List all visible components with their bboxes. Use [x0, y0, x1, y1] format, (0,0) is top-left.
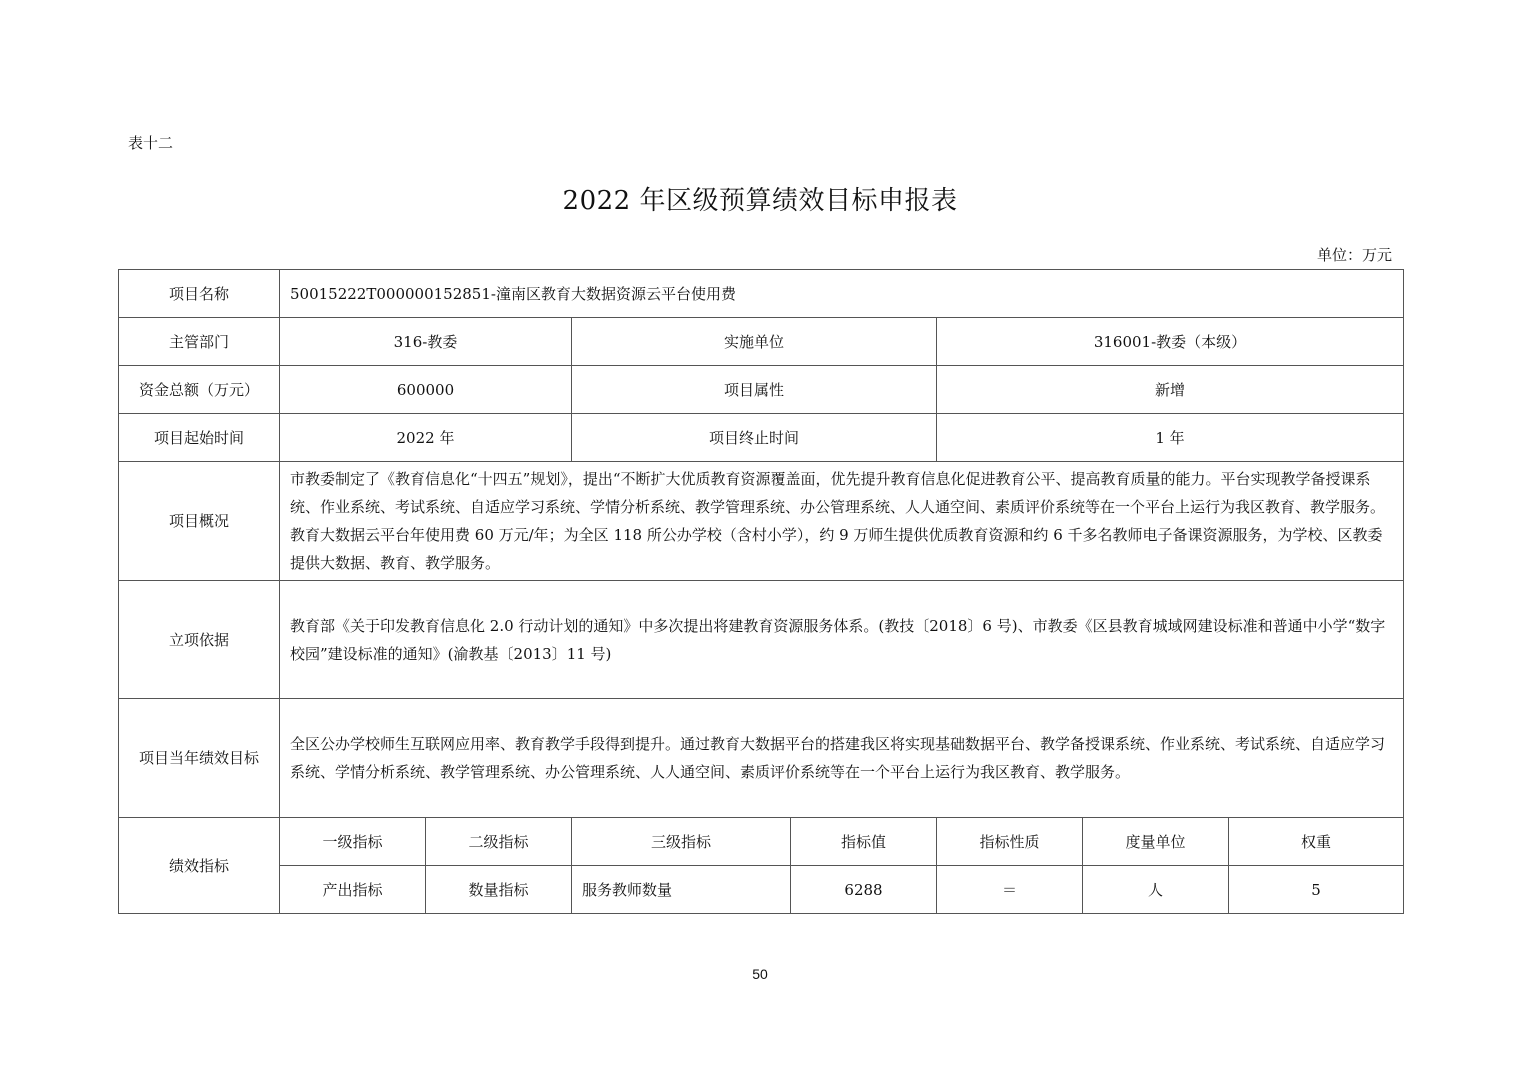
project-attribute-value: 新增 — [937, 366, 1404, 414]
overview-label: 项目概况 — [119, 462, 280, 581]
total-funds-value: 600000 — [280, 366, 572, 414]
overview-value: 市教委制定了《教育信息化“十四五”规划》，提出“不断扩大优质教育资源覆盖面，优先提升教育信息化促进教育公平、提高教育质量的能力。平台实现教学备授课系统、作业系统、考试系统、自适应学习系统、学情分析系统、教学管理系统、办公管理系统、人人通空间、素质评价系统等在一个平台上运行为我区教育、教学服务。教育大数据云平台年使用费 60 万元/年；为全区 118 所公办学校（含村小学），约 9 万师生提供优质教育资源和约 6 千多名教师电子备课资源服务，为学校、区教委提供大数据、教育、教学服务。 — [280, 462, 1404, 581]
header-value: 指标值 — [791, 818, 937, 866]
indicator-level3: 服务教师数量 — [572, 866, 791, 914]
implementing-unit-label: 实施单位 — [572, 318, 937, 366]
indicator-level1: 产出指标 — [280, 866, 426, 914]
budget-performance-form — [118, 269, 1404, 914]
row-period — [119, 414, 1404, 462]
department-value: 316-教委 — [280, 318, 572, 366]
header-unit: 度量单位 — [1083, 818, 1229, 866]
row-overview — [119, 462, 1404, 581]
project-attribute-label: 项目属性 — [572, 366, 937, 414]
indicator-value: 6288 — [791, 866, 937, 914]
page-number: 50 — [752, 966, 768, 982]
basis-value: 教育部《关于印发教育信息化 2.0 行动计划的通知》中多次提出将建教育资源服务体系。(教技〔2018〕6 号)、市教委《区县教育城域网建设标准和普通中小学“数字校园”建设标准的通知》(渝教基〔2013〕11 号) — [280, 581, 1404, 699]
indicator-level2: 数量指标 — [426, 866, 572, 914]
start-time-label: 项目起始时间 — [119, 414, 280, 462]
table-number: 表十二 — [128, 134, 174, 152]
end-time-label: 项目终止时间 — [572, 414, 937, 462]
row-funding — [119, 366, 1404, 414]
implementing-unit-value: 316001-教委（本级） — [937, 318, 1404, 366]
header-level3: 三级指标 — [572, 818, 791, 866]
header-level2: 二级指标 — [426, 818, 572, 866]
start-time-value: 2022 年 — [280, 414, 572, 462]
end-time-value: 1 年 — [937, 414, 1404, 462]
row-basis — [119, 581, 1404, 699]
annual-goal-label: 项目当年绩效目标 — [119, 699, 280, 818]
department-label: 主管部门 — [119, 318, 280, 366]
indicator-unit: 人 — [1083, 866, 1229, 914]
unit-label: 单位：万元 — [1316, 246, 1392, 264]
annual-goal-value: 全区公办学校师生互联网应用率、教育教学手段得到提升。通过教育大数据平台的搭建我区将实现基础数据平台、教学备授课系统、作业系统、考试系统、自适应学习系统、学情分析系统、教学管理系统、办公管理系统、人人通空间、素质评价系统等在一个平台上运行为我区教育、教学服务。 — [280, 699, 1404, 818]
indicators-label: 绩效指标 — [119, 818, 280, 914]
indicator-header-row — [119, 818, 1404, 866]
document-title: 2022 年区级预算绩效目标申报表 — [562, 186, 958, 216]
header-level1: 一级指标 — [280, 818, 426, 866]
project-name-label: 项目名称 — [119, 270, 280, 318]
row-annual-goal — [119, 699, 1404, 818]
row-department — [119, 318, 1404, 366]
header-nature: 指标性质 — [937, 818, 1083, 866]
header-weight: 权重 — [1229, 818, 1404, 866]
indicator-row — [119, 866, 1404, 914]
basis-label: 立项依据 — [119, 581, 280, 699]
indicator-weight: 5 — [1229, 866, 1404, 914]
total-funds-label: 资金总额（万元） — [119, 366, 280, 414]
indicator-nature: ＝ — [937, 866, 1083, 914]
row-project-name — [119, 270, 1404, 318]
project-name-value: 50015222T000000152851-潼南区教育大数据资源云平台使用费 — [280, 270, 1404, 318]
